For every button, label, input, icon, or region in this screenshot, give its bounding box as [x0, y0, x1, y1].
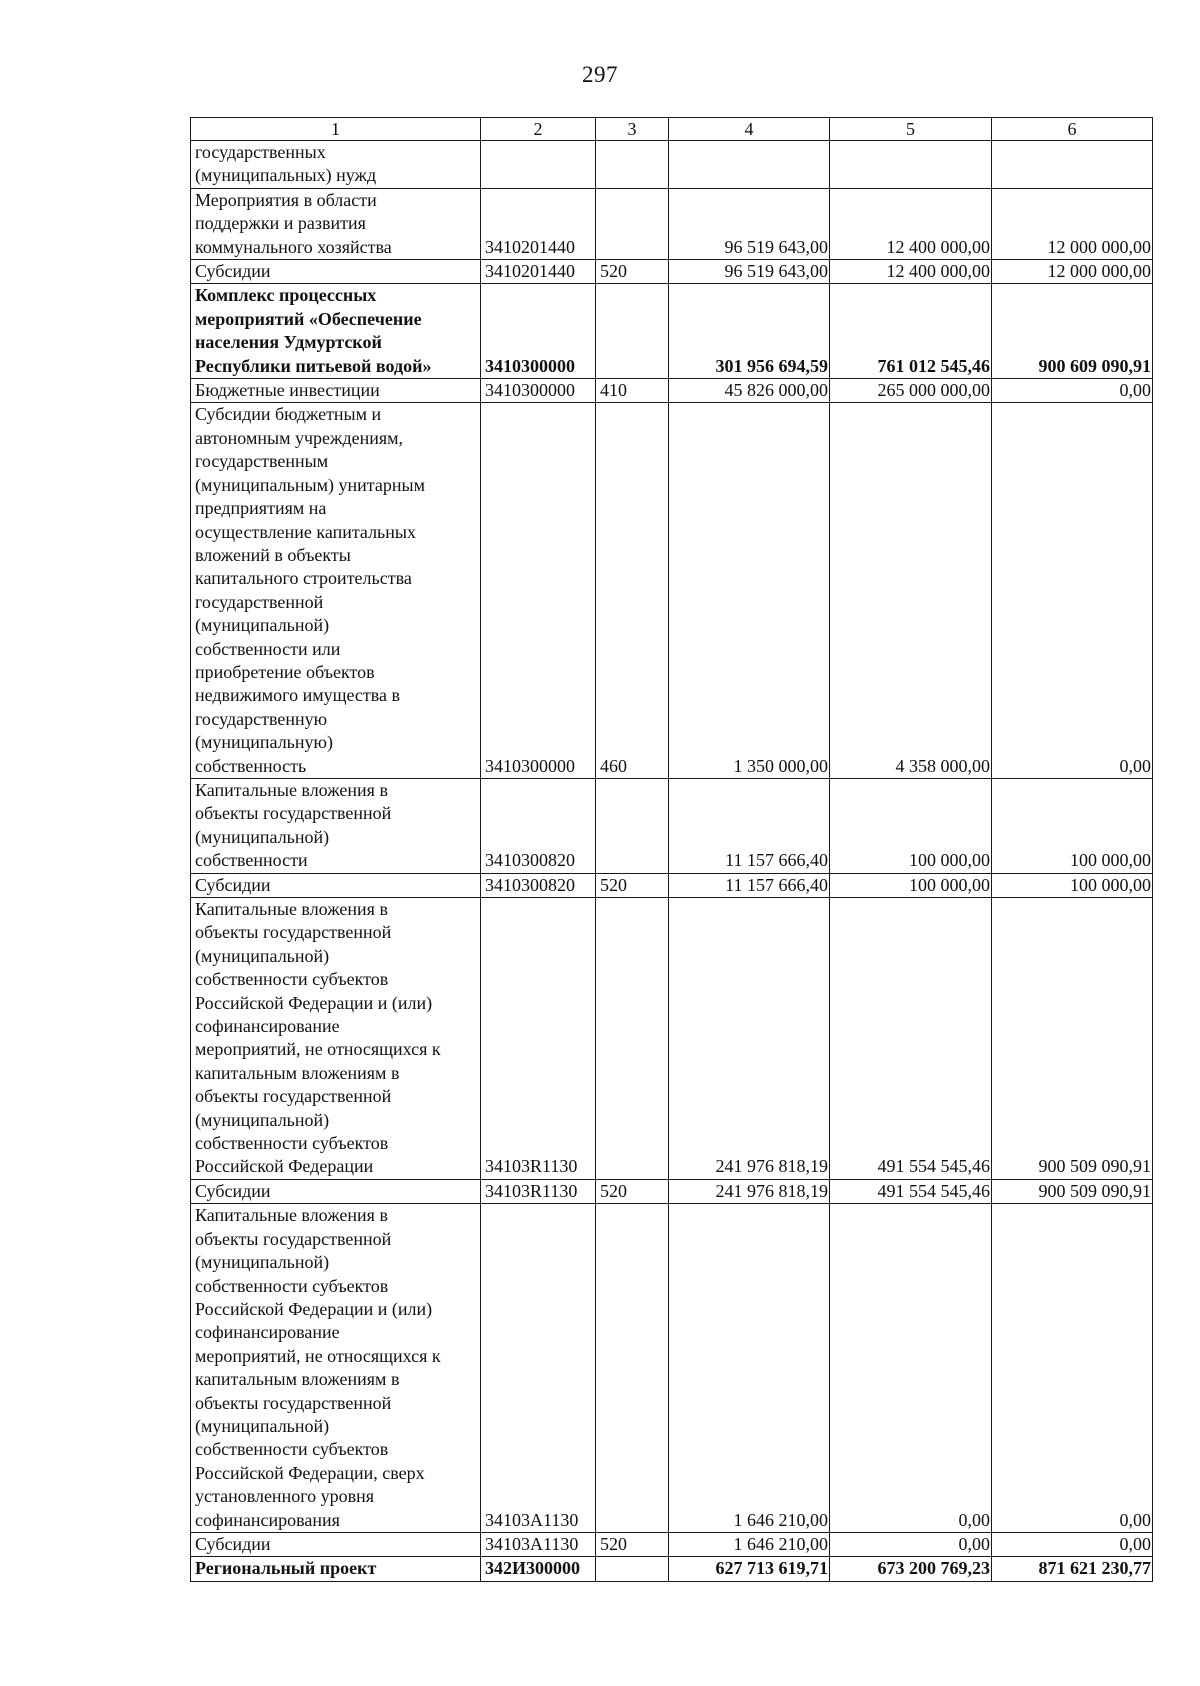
row-code-cell [481, 141, 596, 189]
row-amount-col4-cell: 241 976 818,19 [669, 898, 830, 1180]
row-amount-col5-cell: 491 554 545,46 [830, 898, 992, 1180]
row-code-cell: 3410300000 [481, 284, 596, 379]
header-cell-5: 5 [830, 118, 992, 141]
table-row [191, 141, 1153, 189]
row-amount-col5-cell: 12 400 000,00 [830, 260, 992, 284]
row-amount-col5-cell: 673 200 769,23 [830, 1557, 992, 1581]
row-amount-col4-cell: 627 713 619,71 [669, 1557, 830, 1581]
row-code-cell: 34103R1130 [481, 898, 596, 1180]
row-code-cell: 342И300000 [481, 1557, 596, 1581]
row-amount-col4-cell: 301 956 694,59 [669, 284, 830, 379]
row-amount-col4-cell: 11 157 666,40 [669, 873, 830, 897]
row-code-cell: 3410201440 [481, 188, 596, 259]
table-row [191, 1557, 1153, 1581]
row-amount-col6-cell [992, 141, 1153, 189]
row-amount-col4-cell: 1 646 210,00 [669, 1204, 830, 1533]
row-code-cell: 34103R1130 [481, 1179, 596, 1203]
row-code-cell: 34103A1130 [481, 1532, 596, 1556]
row-amount-col6-cell: 0,00 [992, 403, 1153, 779]
table-row [191, 1179, 1153, 1203]
row-amount-col6-cell: 0,00 [992, 1204, 1153, 1533]
row-name-cell: Мероприятия в области поддержки и развития коммунального хозяйства [191, 188, 481, 259]
row-type-cell [596, 188, 669, 259]
row-type-cell [596, 284, 669, 379]
row-amount-col5-cell: 100 000,00 [830, 778, 992, 873]
row-name-cell: Комплекс процессных мероприятий «Обеспечение населения Удмуртской Республики питьевой водой» [191, 284, 481, 379]
row-amount-col6-cell: 900 509 090,91 [992, 898, 1153, 1180]
table-row [191, 1204, 1153, 1533]
row-amount-col4-cell: 1 350 000,00 [669, 403, 830, 779]
row-amount-col5-cell [830, 141, 992, 189]
row-name-cell: Субсидии [191, 1532, 481, 1556]
row-type-cell [596, 778, 669, 873]
row-type-cell: 410 [596, 379, 669, 403]
row-name-cell: Капитальные вложения в объекты государственной (муниципальной) собственности [191, 778, 481, 873]
row-code-cell: 3410201440 [481, 260, 596, 284]
row-code-cell: 3410300000 [481, 403, 596, 779]
row-amount-col4-cell [669, 141, 830, 189]
row-amount-col6-cell: 871 621 230,77 [992, 1557, 1153, 1581]
table-row [191, 873, 1153, 897]
row-type-cell: 520 [596, 1179, 669, 1203]
table-header-row [191, 118, 1153, 141]
row-amount-col5-cell: 4 358 000,00 [830, 403, 992, 779]
row-amount-col5-cell: 265 000 000,00 [830, 379, 992, 403]
row-amount-col5-cell: 491 554 545,46 [830, 1179, 992, 1203]
row-name-cell: государственных (муниципальных) нужд [191, 141, 481, 189]
row-name-cell: Региональный проект [191, 1557, 481, 1581]
row-type-cell [596, 141, 669, 189]
row-amount-col6-cell: 100 000,00 [992, 873, 1153, 897]
row-type-cell [596, 1557, 669, 1581]
header-cell-3: 3 [596, 118, 669, 141]
row-amount-col6-cell: 0,00 [992, 1532, 1153, 1556]
row-amount-col6-cell: 900 609 090,91 [992, 284, 1153, 379]
row-name-cell: Субсидии [191, 873, 481, 897]
row-amount-col6-cell: 100 000,00 [992, 778, 1153, 873]
row-name-cell: Капитальные вложения в объекты государственной (муниципальной) собственности субъектов Российской Федерации и (или) софинансирование мероприятий, не относящихся к капитальным вложениям в объекты государственной (муниципальной) собственности субъектов Российской Федерации [191, 898, 481, 1180]
row-type-cell: 520 [596, 1532, 669, 1556]
table-body [191, 118, 1153, 1582]
page-number: 297 [582, 62, 618, 87]
table-row [191, 379, 1153, 403]
row-type-cell: 460 [596, 403, 669, 779]
row-amount-col6-cell: 12 000 000,00 [992, 188, 1153, 259]
row-amount-col4-cell: 241 976 818,19 [669, 1179, 830, 1203]
row-amount-col4-cell: 1 646 210,00 [669, 1532, 830, 1556]
row-name-cell: Субсидии [191, 1179, 481, 1203]
row-code-cell: 3410300820 [481, 778, 596, 873]
row-type-cell [596, 1204, 669, 1533]
row-name-cell: Бюджетные инвестиции [191, 379, 481, 403]
table-row [191, 403, 1153, 779]
row-code-cell: 34103A1130 [481, 1204, 596, 1533]
row-code-cell: 3410300000 [481, 379, 596, 403]
row-amount-col5-cell: 0,00 [830, 1532, 992, 1556]
table-row [191, 284, 1153, 379]
row-name-cell: Субсидии бюджетным и автономным учреждениям, государственным (муниципальным) унитарным предприятиям на осуществление капитальных вложений в объекты капитального строительства государственной (муниципальной) собственности или приобретение объектов недвижимого имущества в государственную (муниципальную) собственность [191, 403, 481, 779]
row-name-cell: Субсидии [191, 260, 481, 284]
row-amount-col6-cell: 900 509 090,91 [992, 1179, 1153, 1203]
row-amount-col6-cell: 12 000 000,00 [992, 260, 1153, 284]
row-name-cell: Капитальные вложения в объекты государственной (муниципальной) собственности субъектов Российской Федерации и (или) софинансирование мероприятий, не относящихся к капитальным вложениям в объекты государственной (муниципальной) собственности субъектов Российской Федерации, сверх установленного уровня софинансирования [191, 1204, 481, 1533]
row-type-cell: 520 [596, 873, 669, 897]
row-amount-col5-cell: 0,00 [830, 1204, 992, 1533]
table-row [191, 898, 1153, 1180]
budget-table [190, 117, 1153, 1582]
table-row [191, 188, 1153, 259]
row-amount-col4-cell: 96 519 643,00 [669, 260, 830, 284]
row-code-cell: 3410300820 [481, 873, 596, 897]
header-cell-6: 6 [992, 118, 1153, 141]
row-type-cell [596, 898, 669, 1180]
row-amount-col4-cell: 96 519 643,00 [669, 188, 830, 259]
header-cell-2: 2 [481, 118, 596, 141]
table-row [191, 1532, 1153, 1556]
row-amount-col4-cell: 45 826 000,00 [669, 379, 830, 403]
row-type-cell: 520 [596, 260, 669, 284]
table-row [191, 778, 1153, 873]
row-amount-col6-cell: 0,00 [992, 379, 1153, 403]
row-amount-col5-cell: 100 000,00 [830, 873, 992, 897]
row-amount-col5-cell: 12 400 000,00 [830, 188, 992, 259]
header-cell-1: 1 [191, 118, 481, 141]
table-row [191, 260, 1153, 284]
row-amount-col4-cell: 11 157 666,40 [669, 778, 830, 873]
row-amount-col5-cell: 761 012 545,46 [830, 284, 992, 379]
header-cell-4: 4 [669, 118, 830, 141]
